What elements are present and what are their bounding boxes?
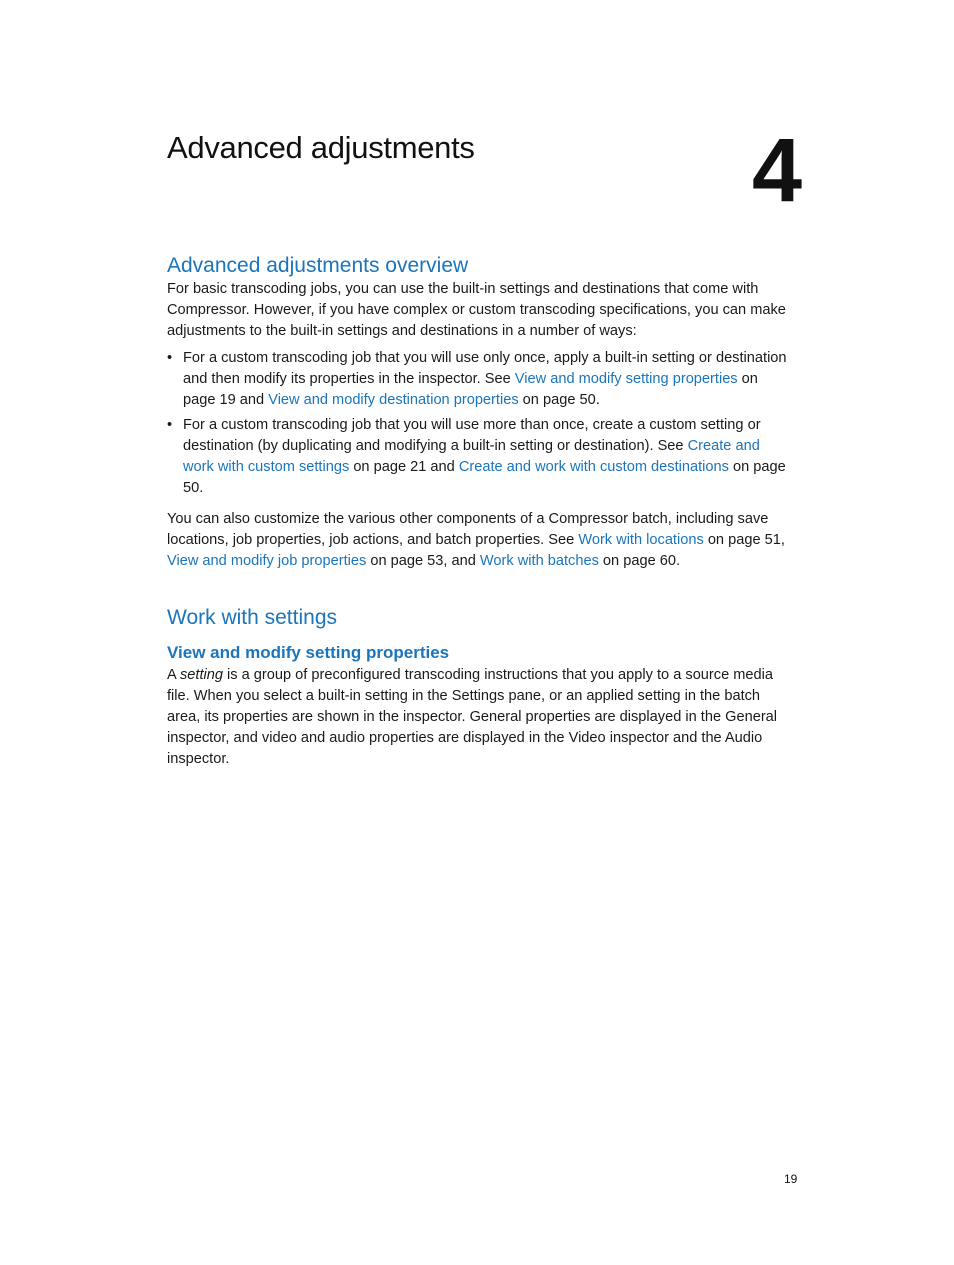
bullet-text: For a custom transcoding job that you will use only once, apply a built-in setting or destination and then modify its properties in the inspector. See bbox=[183, 350, 787, 387]
overview-bullet-list bbox=[167, 348, 787, 499]
overview-intro-paragraph: For basic transcoding jobs, you can use the built-in settings and destinations that come with Compressor. However, if you have complex or custom transcoding specifications, you can make adjustments to the built-in settings and destinations in a number of ways: bbox=[167, 281, 786, 339]
list-item bbox=[167, 415, 787, 499]
list-item bbox=[167, 348, 787, 411]
page-number: 19 bbox=[784, 1172, 798, 1186]
bullet-text: on page 21 and bbox=[349, 459, 459, 475]
bullet-text: on page 19 and bbox=[183, 371, 758, 408]
setting-paragraph: A setting is a group of preconfigured transcoding instructions that you apply to a source media file. When you select a built-in setting in the Settings pane, or an applied setting in the batch area, its properties are shown in the inspector. General properties are displayed in the General inspector, and video and audio properties are displayed in the Video inspector and the Audio inspector. bbox=[167, 667, 778, 767]
link-work-with-locations[interactable]: Work with locations bbox=[578, 532, 704, 548]
bullet-text: on page 50. bbox=[518, 392, 600, 408]
bullet-icon: • bbox=[167, 417, 173, 433]
link-view-modify-setting-properties[interactable]: View and modify setting properties bbox=[514, 371, 738, 387]
section-heading-work-with-settings: Work with settings bbox=[167, 606, 337, 629]
subsection-heading-view-modify-setting-properties: View and modify setting properties bbox=[167, 643, 450, 662]
link-view-modify-destination-properties[interactable]: View and modify destination properties bbox=[268, 392, 519, 408]
chapter-title: Advanced adjustments bbox=[167, 130, 475, 165]
term-setting: setting bbox=[179, 667, 223, 683]
page-content bbox=[167, 252, 787, 770]
link-create-custom-settings[interactable]: Create and work with custom settings bbox=[183, 438, 760, 475]
link-work-with-batches[interactable]: Work with batches bbox=[479, 553, 599, 569]
link-view-modify-job-properties[interactable]: View and modify job properties bbox=[167, 553, 367, 569]
bullet-icon: • bbox=[167, 350, 173, 366]
chapter-number: 4 bbox=[752, 121, 801, 221]
link-create-custom-destinations[interactable]: Create and work with custom destinations bbox=[458, 459, 729, 475]
section-heading-overview: Advanced adjustments overview bbox=[167, 254, 469, 277]
overview-paragraph-2: You can also customize the various other components of a Compressor batch, including save locations, job properties, job actions, and batch properties. See Work with locations on page 51, View and modify job properties on page 53, and Work with batches on page 60. bbox=[167, 511, 785, 569]
bullet-text: For a custom transcoding job that you will use more than once, create a custom setting or destination (by duplicating and modifying a built-in setting or destination). See bbox=[183, 417, 761, 454]
bullet-text: on page 50. bbox=[183, 459, 786, 496]
